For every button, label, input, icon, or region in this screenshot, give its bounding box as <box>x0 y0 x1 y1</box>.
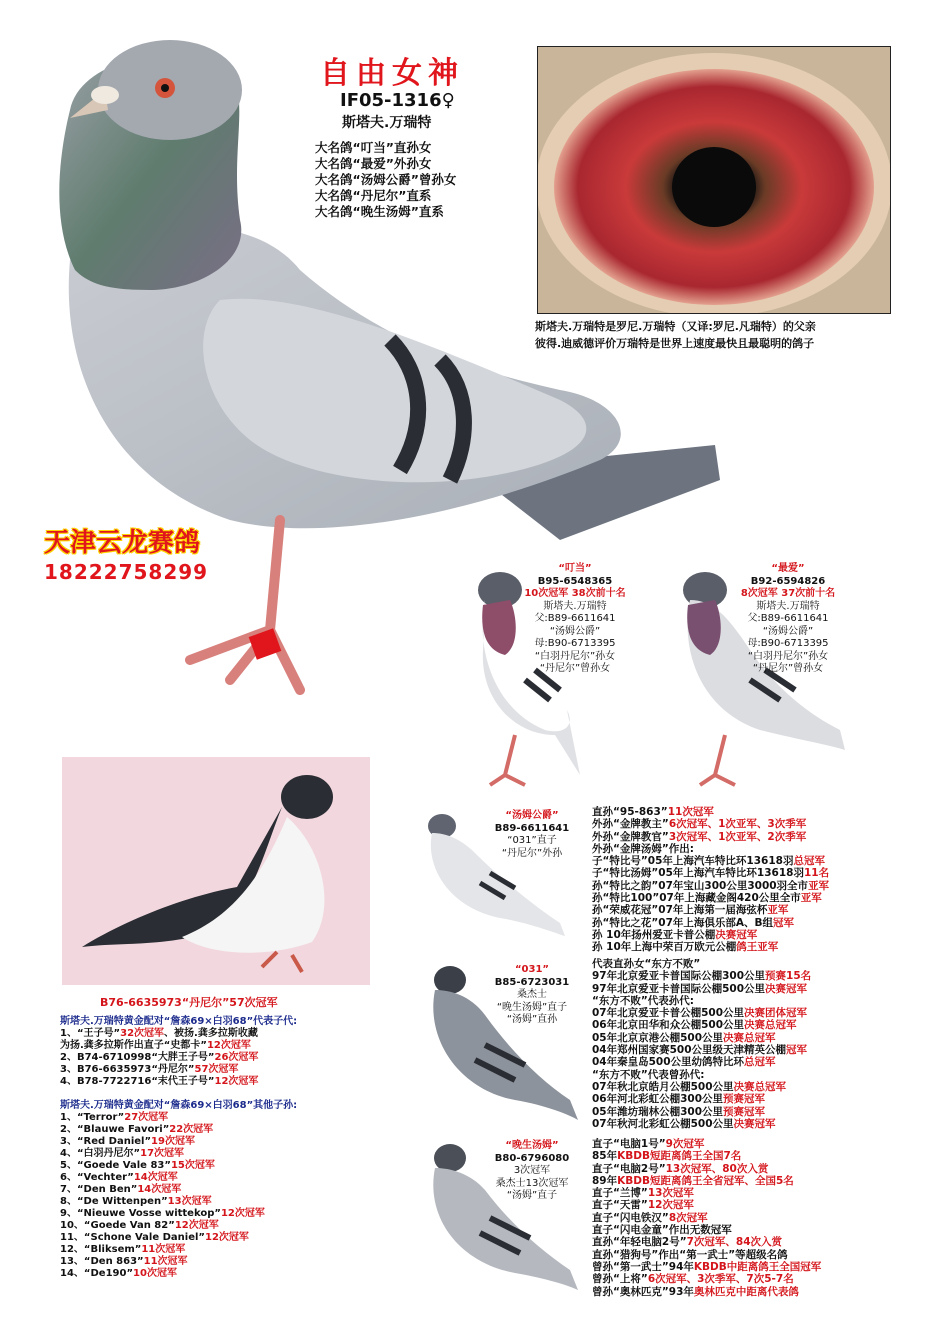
record-row <box>592 818 829 830</box>
record-text: 决赛冠军 <box>733 1117 776 1130</box>
card-father: 父:B89-6611641 <box>534 613 616 624</box>
ring-number: IF05-1316♀ <box>340 90 455 111</box>
record-text: 预赛冠军 <box>723 1105 766 1118</box>
record-text: 04年秦皇岛500公里幼鸽特比环 <box>592 1056 745 1069</box>
record-text: 直子“电脑2号” <box>592 1162 666 1175</box>
record-text: 15次冠军 <box>170 1160 215 1171</box>
record-text: 代表直孙女“东方不败” <box>592 958 701 970</box>
kids-row <box>60 1220 297 1232</box>
record-text: 57次冠军 <box>194 1064 239 1075</box>
record-text: 直孙“年轻电脑2号” <box>592 1236 687 1249</box>
kids-section-2 <box>60 1100 297 1280</box>
record-row <box>592 958 811 970</box>
record-text: 10、“Goede Van 82” <box>60 1220 175 1231</box>
record-text: 外孙“金牌教主” <box>592 818 669 831</box>
card-ring: B95-6548365 <box>537 575 613 587</box>
record-text: “东方不败”代表曾孙代: <box>592 1068 705 1081</box>
record-text: 05年北京京港公棚500公里 <box>592 1031 724 1044</box>
record-row <box>592 1224 821 1236</box>
card-mother-name: “白羽丹尼尔”孙女 <box>534 650 616 662</box>
record-text: 子“特比汤姆”05年上海汽车特比环13618羽 <box>592 867 804 880</box>
card-note: “汤姆”直子 <box>506 1190 558 1201</box>
record-text: 4、“白羽丹尼尔” <box>60 1148 141 1159</box>
trait-item: 大名鸽“丹尼尔”直系 <box>315 188 432 203</box>
record-text: 2、B74-6710998“大胖王子号” <box>60 1052 215 1063</box>
record-row <box>592 892 829 904</box>
record-text: 19次冠军 <box>151 1136 195 1147</box>
kids-row <box>60 1040 297 1052</box>
record-text: 直子“电脑1号” <box>592 1138 666 1150</box>
record-text: 直孙“猎狗号”作出“第一武士”等超级名鸽 <box>592 1248 788 1261</box>
record-row <box>592 917 829 929</box>
record-text: 总冠军 <box>793 855 825 868</box>
record-text: 06年河北彩虹公棚300公里 <box>592 1093 724 1106</box>
record-text: 07年秋河北彩虹公棚500公里 <box>592 1117 734 1130</box>
031-card <box>472 964 592 1027</box>
kids-row <box>60 1208 297 1220</box>
record-text: 孙“特比之韵”07年宝山300公里3000羽全市 <box>592 879 809 892</box>
record-row <box>592 1118 811 1130</box>
record-row <box>592 1138 821 1150</box>
record-row <box>592 1044 811 1056</box>
card-father: 父:B89-6611641 <box>747 613 829 624</box>
record-text: 06年北京田华和众公棚500公里 <box>592 1019 745 1032</box>
kids-row <box>60 1172 297 1184</box>
card-father-name: “汤姆公爵” <box>549 625 601 637</box>
traits-list <box>315 140 456 220</box>
card-mother: 母:B90-6713395 <box>534 638 616 649</box>
record-row <box>592 843 829 855</box>
record-text: 11次冠军 <box>143 1256 188 1267</box>
record-row <box>592 855 829 867</box>
card-name: “汤姆公爵” <box>505 810 559 821</box>
record-text: 14次冠军 <box>137 1184 182 1195</box>
record-text: 6、“Vechter” <box>60 1172 134 1183</box>
kids-row <box>60 1232 297 1244</box>
card-father-name: “汤姆公爵” <box>762 625 814 637</box>
record-text: 直子“天雷” <box>592 1199 648 1212</box>
pigeon-name: 自由女神 <box>320 56 464 91</box>
record-row <box>592 1249 821 1261</box>
record-text: 9次冠军 <box>665 1138 705 1150</box>
record-text: 6次冠军、1次亚军、3次季军 <box>668 818 807 831</box>
record-text: 97年北京爱亚卡普国际公棚500公里 <box>592 982 766 995</box>
record-text: 12次冠军 <box>220 1208 265 1219</box>
card-note: 3次冠军 <box>513 1165 551 1176</box>
record-text: 总冠军 <box>744 1056 776 1069</box>
trait-item: 大名鸽“最爱”外孙女 <box>315 156 432 171</box>
eye-caption <box>535 318 895 352</box>
record-row <box>592 1069 811 1081</box>
record-row <box>592 1007 811 1019</box>
record-text: 孙“荣威花冠”07年上海第一届海弦杯 <box>592 904 768 917</box>
tom-card <box>472 810 592 860</box>
card-mother-note: “丹尼尔”曾孙女 <box>539 663 611 674</box>
record-row <box>592 1106 811 1118</box>
record-row <box>592 970 811 982</box>
record-text: 3、“Red Daniel” <box>60 1136 152 1147</box>
record-row <box>592 1199 821 1211</box>
loft-name: 天津云龙赛鸽 <box>44 528 201 558</box>
record-row <box>592 1032 811 1044</box>
eye-caption-line: 彼得.迪威德评价万瑞特是世界上速度最快且最聪明的鸽子 <box>535 337 815 350</box>
record-text: 7次冠军、84次入赏 <box>686 1236 783 1249</box>
kids-row <box>60 1064 297 1076</box>
record-row <box>592 1236 821 1248</box>
record-row <box>592 1187 821 1199</box>
record-text: 10次冠军 <box>133 1268 177 1279</box>
record-text: 决赛总冠军 <box>733 1080 787 1093</box>
card-note: “丹尼尔”外孙 <box>501 847 563 859</box>
card-sub: 桑杰士 <box>517 989 547 1000</box>
record-text: 7、“Den Ben” <box>60 1184 138 1195</box>
record-row <box>592 831 829 843</box>
record-text: 3、B76-6635973“丹尼尔” <box>60 1064 195 1075</box>
kids-section-1 <box>60 1016 297 1088</box>
record-text: 鸽王亚军 <box>736 941 779 954</box>
card-ring: B92-6594826 <box>750 575 826 587</box>
record-text: 22次冠军 <box>169 1124 214 1135</box>
card-name: “叮当” <box>558 563 592 574</box>
record-row <box>592 1212 821 1224</box>
record-text: 外孙“金牌汤姆”作出: <box>592 842 695 855</box>
kids-row <box>60 1256 297 1268</box>
record-text: 07年秋北京皓月公棚500公里 <box>592 1080 734 1093</box>
record-text: 14次冠军 <box>133 1172 178 1183</box>
record-text: 直孙“95-863” <box>592 806 668 818</box>
record-text: 孙 10年扬州爱亚卡普公棚 <box>592 928 716 941</box>
record-text: 12次冠军 <box>647 1199 694 1212</box>
eye-photo <box>537 46 891 314</box>
record-text: 07年北京爱亚卡普公棚500公里 <box>592 1007 745 1020</box>
dingdang-card <box>505 563 645 676</box>
kids-heading: 斯塔夫.万瑞特黄金配对“詹森69×白羽68”代表子代: <box>60 1016 298 1027</box>
record-text: 12次冠军 <box>205 1232 249 1243</box>
record-text: 直子“兰博” <box>592 1187 648 1200</box>
record-text: 冠军 <box>773 916 795 929</box>
daniel-photo <box>62 757 370 985</box>
record-text: 决赛冠军 <box>715 928 758 941</box>
record-text: 9、“Nieuwe Vosse wittekop” <box>60 1208 221 1219</box>
card-name: “晚生汤姆” <box>505 1140 559 1151</box>
kids-row <box>60 1196 297 1208</box>
kids-row <box>60 1124 297 1136</box>
card-note: 桑杰士13次冠军 <box>495 1177 569 1189</box>
record-row <box>592 1093 811 1105</box>
031-records <box>592 958 811 1130</box>
eye-caption-line: 斯塔夫.万瑞特是罗尼.万瑞特（又译:罗尼.凡瑞特）的父亲 <box>535 320 816 333</box>
record-text: 11次冠军 <box>667 806 714 818</box>
record-text: 1、“Terror” <box>60 1112 125 1123</box>
record-text: 直子“闪电铁汉” <box>592 1211 669 1224</box>
kids-row <box>60 1184 297 1196</box>
record-row <box>592 1273 821 1285</box>
kids-row <box>60 1148 297 1160</box>
record-text: 为扬.龚多拉斯作出直子“史都卡” <box>60 1040 207 1051</box>
record-text: 32次冠军 <box>120 1028 165 1039</box>
trait-item: 大名鸽“汤姆公爵”曾孙女 <box>315 172 457 187</box>
record-text: 12次冠军 <box>214 1076 259 1087</box>
record-text: 外孙“金牌教官” <box>592 830 669 843</box>
record-text: 27次冠军 <box>124 1112 169 1123</box>
record-text: 直子“闪电金童”作出无数冠军 <box>592 1224 732 1237</box>
kids-row <box>60 1136 297 1148</box>
record-text: 孙“特比100”07年上海藏金阁420公里全市 <box>592 892 801 905</box>
record-row <box>592 1286 821 1298</box>
record-text: 3次冠军、1次亚军、2次季军 <box>668 830 807 843</box>
record-text: 预赛15名 <box>765 970 812 983</box>
record-text: 13次冠军 <box>647 1187 694 1200</box>
record-row <box>592 941 829 953</box>
record-row <box>592 1019 811 1031</box>
record-row <box>592 904 829 916</box>
record-text: 孙 10年上海中荣百万欧元公棚 <box>592 941 737 954</box>
kids-row <box>60 1112 297 1124</box>
record-text: 8次冠军 <box>668 1211 708 1224</box>
record-row <box>592 1261 821 1273</box>
record-text: 12次冠军 <box>206 1040 251 1051</box>
record-text: 决赛团体冠军 <box>744 1007 808 1020</box>
record-text: 85年 <box>592 1150 618 1163</box>
record-text: 、被扬.龚多拉斯收藏 <box>164 1028 258 1039</box>
card-line: 斯塔夫.万瑞特 <box>756 600 820 612</box>
card-name: “最爱” <box>771 563 805 574</box>
trait-item: 大名鸽“叮当”直孙女 <box>315 140 432 155</box>
tom-records <box>592 806 829 954</box>
kids-heading: 斯塔夫.万瑞特黄金配对“詹森69×白羽68”其他子孙: <box>60 1100 298 1111</box>
record-text: 04年郑州国家赛500公里级天津精英公棚 <box>592 1044 787 1057</box>
record-text: 12、“Bliksem” <box>60 1244 142 1255</box>
card-note: “031”直子 <box>507 835 557 846</box>
record-row <box>592 1175 821 1187</box>
record-text: 决赛冠军 <box>765 982 808 995</box>
record-text: 17次冠军 <box>140 1148 185 1159</box>
card-ring: B80-6796080 <box>494 1152 570 1164</box>
record-text: 05年潍坊瑞林公棚300公里 <box>592 1105 724 1118</box>
record-text: KBDB短距离鸽王全省冠军、全国5名 <box>617 1174 794 1187</box>
record-text: 97年北京爱亚卡普国际公棚300公里 <box>592 970 766 983</box>
kids-row <box>60 1076 297 1088</box>
card-mother: 母:B90-6713395 <box>747 638 829 649</box>
record-text: 11、“Schone Vale Daniel” <box>60 1232 205 1243</box>
card-mother-name: “白羽丹尼尔”孙女 <box>747 650 829 662</box>
record-text: 孙“特比之花”07年上海俱乐部A、B组 <box>592 916 774 929</box>
record-text: 子“特比号”05年上海汽车特比环13618羽 <box>592 855 794 868</box>
record-row <box>592 867 829 879</box>
kids-row <box>60 1268 297 1280</box>
record-text: 5、“Goede Vale 83” <box>60 1160 171 1171</box>
record-text: 冠军 <box>786 1044 808 1057</box>
record-row <box>592 1163 821 1175</box>
card-line: 斯塔夫.万瑞特 <box>543 600 607 612</box>
record-text: 奥林匹克中距离代表鸽 <box>693 1285 799 1298</box>
record-text: 预赛冠军 <box>723 1093 766 1106</box>
record-row <box>592 1081 811 1093</box>
record-row <box>592 880 829 892</box>
record-text: 6次冠军、3次季军、7次5-7名 <box>647 1273 794 1286</box>
loft-phone: 18222758299 <box>44 560 209 584</box>
kids-row <box>60 1052 297 1064</box>
late-tom-records <box>592 1138 821 1298</box>
kids-row <box>60 1028 297 1040</box>
card-ring: B85-6723031 <box>494 976 570 988</box>
card-note: “晚生汤姆”直子 <box>496 1001 568 1013</box>
record-text: 亚军 <box>767 904 789 917</box>
zuiai-card <box>718 563 858 676</box>
record-row <box>592 929 829 941</box>
record-text: 12次冠军 <box>174 1220 219 1231</box>
card-mother-note: “丹尼尔”曾孙女 <box>752 663 824 674</box>
record-text: 13次冠军、80次入赏 <box>665 1162 769 1175</box>
record-text: 11次冠军 <box>141 1244 186 1255</box>
record-row <box>592 806 829 818</box>
record-text: “东方不败”代表孙代: <box>592 994 695 1007</box>
record-text: KBDB中距离鸽王全国冠军 <box>693 1260 822 1273</box>
record-text: 亚军 <box>800 892 822 905</box>
record-text: 亚军 <box>808 879 830 892</box>
card-name: “031” <box>514 964 550 975</box>
record-row <box>592 995 811 1007</box>
record-text: 89年 <box>592 1174 618 1187</box>
record-text: 曾孙“奥林匹克”93年 <box>592 1285 694 1298</box>
card-record: 8次冠军 37次前十名 <box>740 588 836 599</box>
record-text: 曾孙“上将” <box>592 1273 648 1286</box>
trait-item: 大名鸽“晚生汤姆”直系 <box>315 204 444 219</box>
late-tom-card <box>472 1140 592 1203</box>
record-row <box>592 1150 821 1162</box>
record-row <box>592 983 811 995</box>
record-text: 决赛总冠军 <box>744 1019 797 1032</box>
record-text: 13、“Den 863” <box>60 1256 144 1267</box>
kids-row <box>60 1160 297 1172</box>
record-text: 1、“王子号” <box>60 1028 121 1039</box>
kids-row <box>60 1244 297 1256</box>
record-text: KBDB短距离鸽王全国7名 <box>617 1150 742 1163</box>
record-text: 26次冠军 <box>214 1052 259 1063</box>
card-record: 10次冠军 38次前十名 <box>524 588 626 599</box>
record-text: 13次冠军 <box>167 1196 212 1207</box>
record-text: 8、“De Wittenpen” <box>60 1196 168 1207</box>
record-text: 11名 <box>803 867 830 880</box>
record-text: 4、B78-7722716“末代王子号” <box>60 1076 215 1087</box>
record-text: 14、“De190” <box>60 1268 134 1279</box>
record-text: 决赛总冠军 <box>723 1031 776 1044</box>
card-note: “汤姆”直孙 <box>506 1014 558 1025</box>
record-text: 2、“Blauwe Favori” <box>60 1124 170 1135</box>
record-row <box>592 1056 811 1068</box>
lineage: 斯塔夫.万瑞特 <box>342 115 432 131</box>
daniel-caption: B76-6635973“丹尼尔”57次冠军 <box>100 996 278 1009</box>
record-text: 曾孙“第一武士”94年 <box>592 1260 694 1273</box>
card-ring: B89-6611641 <box>494 822 570 834</box>
